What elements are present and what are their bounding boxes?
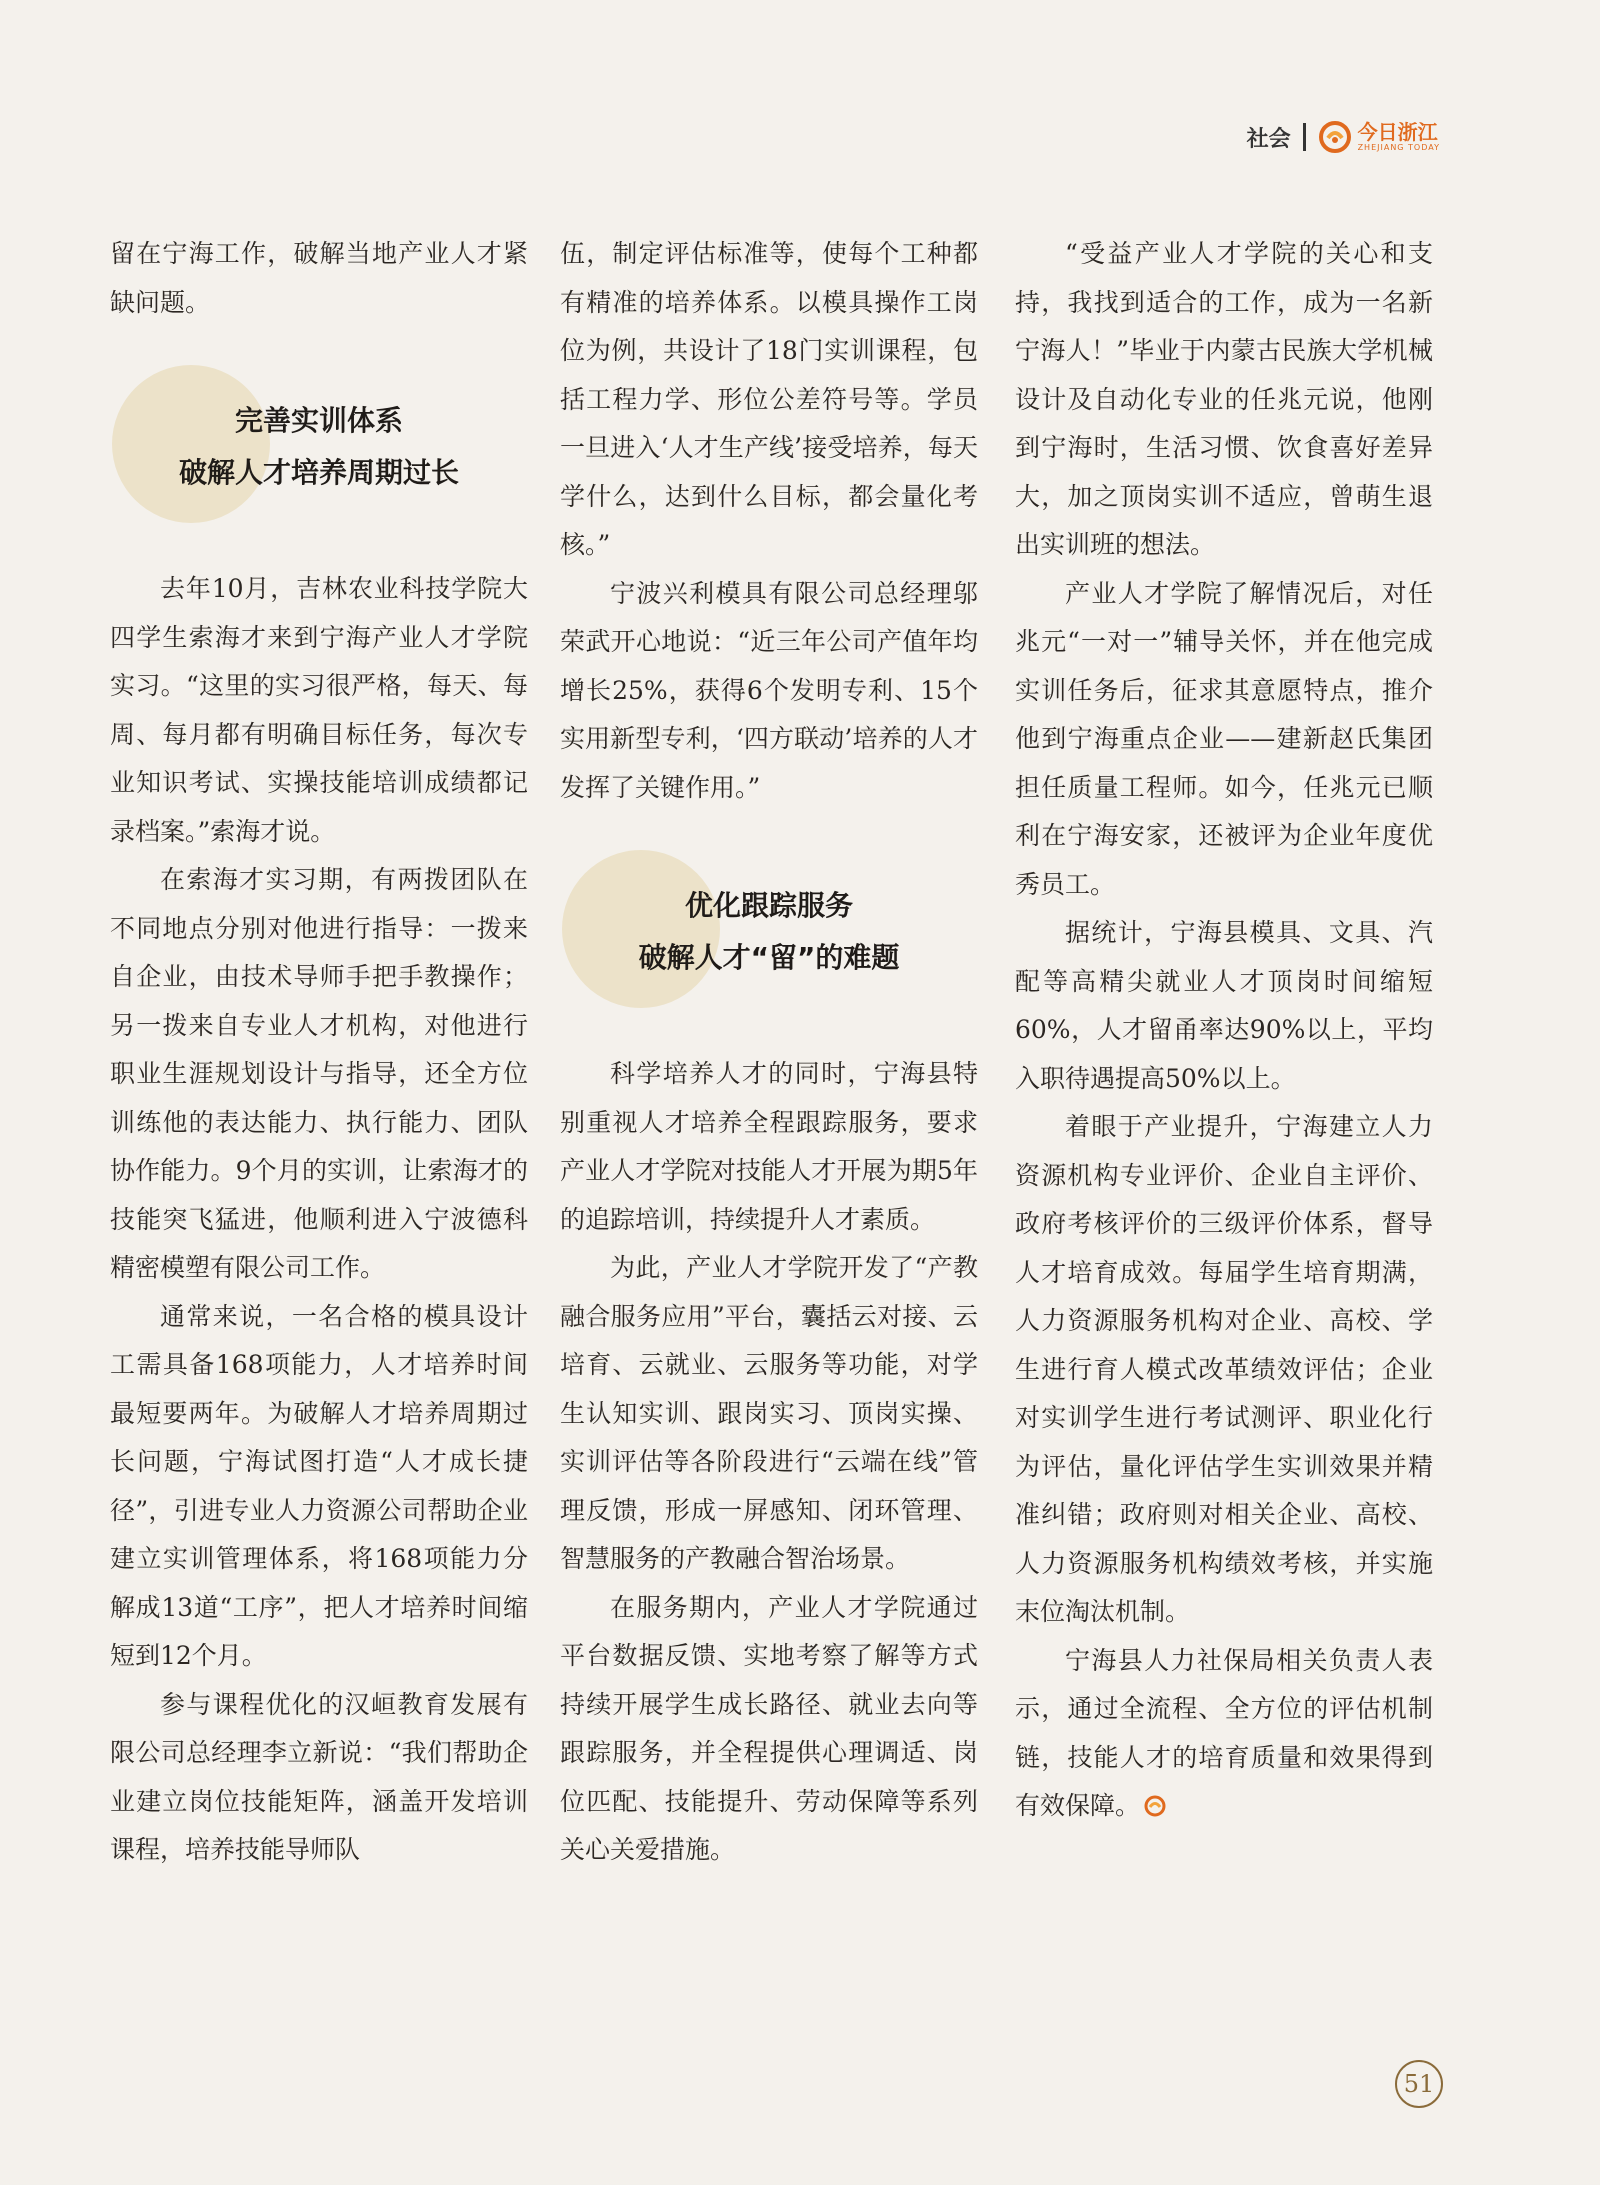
subheading-line-2: 破解人才培养周期过长 <box>178 456 459 489</box>
paragraph: 去年10月，吉林农业科技学院大四学生索海才来到宁海产业人才学院实习。“这里的实习很严格，每天、每周、每月都有明确目标任务，每次专业知识考试、实操技能培训成绩都记录档案。”索海才说。 <box>110 574 528 846</box>
logo-english-text: ZHEJIANG TODAY <box>1357 143 1440 152</box>
paragraph: 为此，产业人才学院开发了“产教融合服务应用”平台，囊括云对接、云培育、云就业、云服务等功能，对学生认知实训、跟岗实习、顶岗实操、实训评估等各阶段进行“云端在线”管理反馈，形成一屏感知、闭环管理、智慧服务的产教融合智治场景。 <box>560 1253 978 1573</box>
paragraph: “受益产业人才学院的关心和支持，我找到适合的工作，成为一名新宁海人！”毕业于内蒙古民族大学机械设计及自动化专业的任兆元说，他刚到宁海时，生活习惯、饮食喜好差异大，加之顶岗实训不适应，曾萌生退出实训班的想法。 <box>1015 239 1433 559</box>
paragraph: 宁波兴利模具有限公司总经理邬荣武开心地说：“近三年公司产值年均增长25%，获得6个发明专利、15个实用新型专利，‘四方联动’培养的人才发挥了关键作用。” <box>560 578 978 802</box>
paragraph-text: 宁海县人力社保局相关负责人表示，通过全流程、全方位的评估机制链，技能人才的培育质量和效果得到有效保障。 <box>1015 1645 1433 1820</box>
page-header <box>1247 120 1440 154</box>
paragraph: 留在宁海工作，破解当地产业人才紧缺问题。 <box>110 239 528 317</box>
end-mark-icon <box>1144 1795 1166 1817</box>
subheading-line-1: 优化跟踪服务 <box>684 889 853 922</box>
column-3 <box>1015 230 1433 1831</box>
magazine-logo <box>1318 120 1440 154</box>
paragraph: 着眼于产业提升，宁海建立人力资源机构专业评价、企业自主评价、政府考核评价的三级评价体系，督导人才培育成效。每届学生培育期满，人力资源服务机构对企业、高校、学生进行育人模式改革绩效评估；企业对实训学生进行考试测评、职业化行为评估，量化评估学生实训效果并精准纠错；政府则对相关企业、高校、人力资源服务机构绩效考核，并实施末位淘汰机制。 <box>1015 1112 1433 1626</box>
page-number: 51 <box>1395 2060 1443 2108</box>
header-divider <box>1303 123 1306 151</box>
column-2 <box>560 230 978 1875</box>
paragraph: 科学培养人才的同时，宁海县特别重视人才培养全程跟踪服务，要求产业人才学院对技能人才开展为期5年的追踪培训，持续提升人才素质。 <box>560 1059 978 1234</box>
paragraph: 通常来说，一名合格的模具设计工需具备168项能力，人才培养时间最短要两年。为破解人才培养周期过长问题，宁海试图打造“人才成长捷径”，引进专业人力资源公司帮助企业建立实训管理体系，将168项能力分解成13道“工序”，把人才培养时间缩短到12个月。 <box>110 1301 528 1670</box>
paragraph: 在服务期内，产业人才学院通过平台数据反馈、实地考察了解等方式持续开展学生成长路径、就业去向等跟踪服务，并全程提供心理调适、岗位匹配、技能提升、劳动保障等系列关心关爱措施。 <box>560 1592 978 1864</box>
subheading-line-2: 破解人才“留”的难题 <box>638 941 900 974</box>
section-label: 社会 <box>1246 126 1291 152</box>
paragraph: 伍，制定评估标准等，使每个工种都有精准的培养体系。以模具操作工岗位为例，共设计了18门实训课程，包括工程力学、形位公差符号等。学员一旦进入‘人才生产线’接受培养，每天学什么，达到什么目标，都会量化考核。” <box>560 239 978 559</box>
subheading-line-1: 完善实训体系 <box>234 404 403 437</box>
column-1 <box>110 230 528 1875</box>
paragraph: 在索海才实习期，有两拨团队在不同地点分别对他进行指导：一拨来自企业，由技术导师手把手教操作；另一拨来自专业人才机构，对他进行职业生涯规划设计与指导，还全方位训练他的表达能力、执行能力、团队协作能力。9个月的实训，让索海才的技能突飞猛进，他顺利进入宁波德科精密模塑有限公司工作。 <box>110 865 528 1282</box>
paragraph-final <box>1015 1637 1433 1831</box>
paragraph: 产业人才学院了解情况后，对任兆元“一对一”辅导关怀，并在他完成实训任务后，征求其意愿特点，推介他到宁海重点企业——建新赵氏集团担任质量工程师。如今，任兆元已顺利在宁海安家，还被评为企业年度优秀员工。 <box>1015 578 1433 899</box>
subheading-block <box>560 850 978 1020</box>
paragraph: 参与课程优化的汉峘教育发展有限公司总经理李立新说：“我们帮助企业建立岗位技能矩阵，涵盖开发培训课程，培养技能导师队 <box>110 1689 528 1864</box>
logo-chinese-text: 今日浙江 <box>1357 120 1438 144</box>
logo-swirl-icon <box>1318 120 1352 154</box>
subheading-block <box>110 365 528 535</box>
paragraph: 据统计，宁海县模具、文具、汽配等高精尖就业人才顶岗时间缩短60%，人才留甬率达90%以上，平均入职待遇提高50%以上。 <box>1015 918 1433 1093</box>
